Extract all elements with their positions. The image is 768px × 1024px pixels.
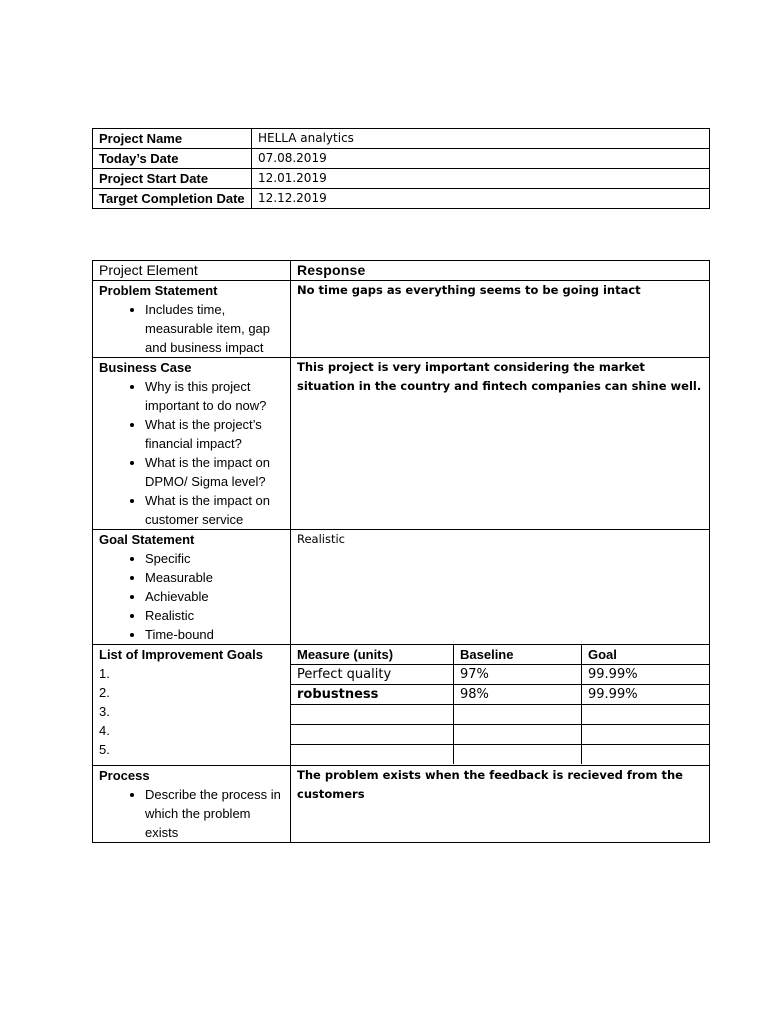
problem-statement-response xyxy=(291,281,710,358)
bullet-item: • Describe the process in which the problem exists xyxy=(145,785,284,842)
project-charter-table xyxy=(92,260,710,843)
goal-cell: 99.99% xyxy=(582,685,710,705)
baseline-cell xyxy=(454,725,582,745)
project-name-label: Project Name xyxy=(93,129,252,149)
info-row xyxy=(93,169,710,189)
problem-statement-title: Problem Statement xyxy=(99,283,218,298)
charter-header-row xyxy=(93,261,710,281)
baseline-cell: 97% xyxy=(454,665,582,685)
project-name-value: HELLA analytics xyxy=(252,129,710,149)
number-item: 1. xyxy=(99,666,110,681)
business-case-cell xyxy=(93,358,291,530)
problem-statement-bullets xyxy=(99,300,284,357)
business-case-title: Business Case xyxy=(99,360,192,375)
goal-statement-cell xyxy=(93,530,291,645)
table-row xyxy=(291,705,709,725)
process-title: Process xyxy=(99,768,150,783)
response-header: Response xyxy=(291,261,710,281)
business-case-bullets xyxy=(99,377,284,529)
baseline-header: Baseline xyxy=(454,645,582,665)
business-case-row xyxy=(93,358,710,530)
response-text: Realistic xyxy=(297,532,346,546)
measure-cell xyxy=(291,705,454,725)
target-completion-date-label: Target Completion Date xyxy=(93,189,252,209)
todays-date-value: 07.08.2019 xyxy=(252,149,710,169)
bullet-item: • What is the project’s financial impact? xyxy=(145,415,284,453)
improvement-goals-numbers xyxy=(99,664,284,759)
response-text: This project is very important considering the market situation in the country and fintech companies can shine well. xyxy=(297,360,702,393)
number-item: 4. xyxy=(99,723,110,738)
measure-cell xyxy=(291,745,454,765)
process-row xyxy=(93,766,710,843)
table-row xyxy=(291,725,709,745)
bullet-item: • Specific xyxy=(145,549,284,568)
response-text: No time gaps as everything seems to be going intact xyxy=(297,283,641,297)
process-bullets xyxy=(99,785,284,842)
bullet-item: • Realistic xyxy=(145,606,284,625)
baseline-cell xyxy=(454,705,582,725)
number-item: 3. xyxy=(99,704,110,719)
table-row xyxy=(291,685,709,705)
todays-date-label: Today’s Date xyxy=(93,149,252,169)
bullet-item: • Time-bound xyxy=(145,625,284,644)
project-start-date-label: Project Start Date xyxy=(93,169,252,189)
goal-cell xyxy=(582,725,710,745)
improvement-goals-cell xyxy=(93,645,291,766)
measures-table xyxy=(291,645,709,764)
goal-statement-bullets xyxy=(99,549,284,644)
problem-statement-cell xyxy=(93,281,291,358)
improvement-goals-row xyxy=(93,645,710,766)
project-info-table xyxy=(92,128,710,209)
baseline-cell: 98% xyxy=(454,685,582,705)
bullet-item: • Measurable xyxy=(145,568,284,587)
measures-cell xyxy=(291,645,710,766)
business-case-response xyxy=(291,358,710,530)
measure-cell: Perfect quality xyxy=(291,665,454,685)
bullet-item: • Includes time, measurable item, gap and business impact xyxy=(145,300,284,357)
measure-header: Measure (units) xyxy=(291,645,454,665)
project-element-header: Project Element xyxy=(93,261,291,281)
goal-statement-row xyxy=(93,530,710,645)
info-row xyxy=(93,149,710,169)
project-start-date-value: 12.01.2019 xyxy=(252,169,710,189)
bullet-item: • Why is this project important to do now? xyxy=(145,377,284,415)
goal-statement-title: Goal Statement xyxy=(99,532,195,547)
process-cell xyxy=(93,766,291,843)
measure-cell: robustness xyxy=(291,685,454,705)
baseline-cell xyxy=(454,745,582,765)
measure-cell xyxy=(291,725,454,745)
problem-statement-row xyxy=(93,281,710,358)
info-row xyxy=(93,129,710,149)
bullet-item: • What is the impact on customer service xyxy=(145,491,284,529)
response-text: The problem exists when the feedback is recieved from the customers xyxy=(297,768,683,801)
measures-header-row xyxy=(291,645,709,665)
bullet-item: • What is the impact on DPMO/ Sigma level? xyxy=(145,453,284,491)
bullet-item: • Achievable xyxy=(145,587,284,606)
improvement-goals-title: List of Improvement Goals xyxy=(99,647,263,662)
info-row xyxy=(93,189,710,209)
goal-statement-response xyxy=(291,530,710,645)
goal-cell: 99.99% xyxy=(582,665,710,685)
process-response xyxy=(291,766,710,843)
goal-header: Goal xyxy=(582,645,710,665)
number-item: 2. xyxy=(99,685,110,700)
goal-cell xyxy=(582,705,710,725)
table-row xyxy=(291,745,709,765)
table-row xyxy=(291,665,709,685)
number-item: 5. xyxy=(99,742,110,757)
target-completion-date-value: 12.12.2019 xyxy=(252,189,710,209)
goal-cell xyxy=(582,745,710,765)
